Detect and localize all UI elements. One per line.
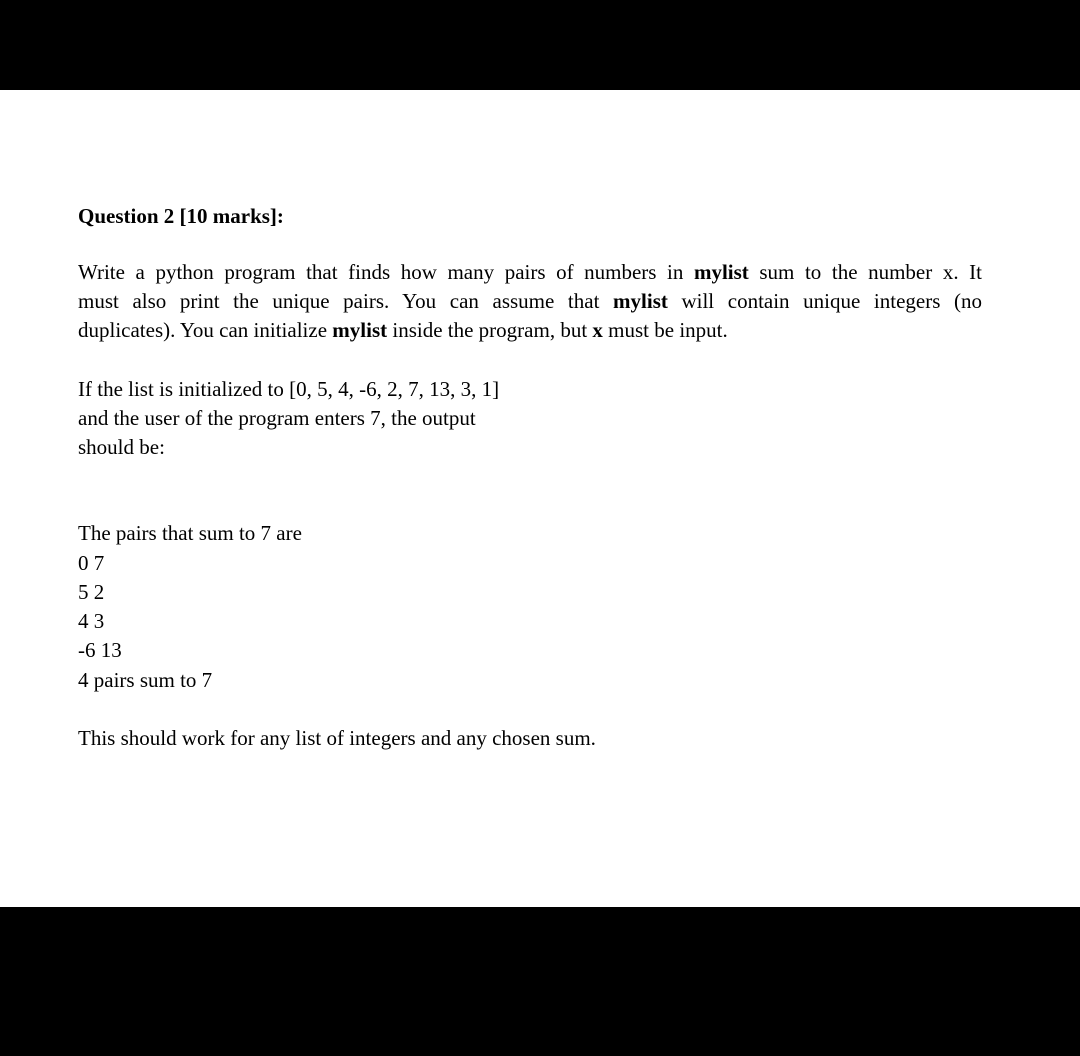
closing-sentence: This should work for any list of integers and any chosen sum. <box>78 726 596 750</box>
instructions-line-1: Write a python program that finds how many pairs of numbers in mylist sum to the number x. It <box>78 260 982 284</box>
example-line-2: and the user of the program enters 7, the output <box>78 406 476 430</box>
instructions-line-2: must also print the unique pairs. You can assume that mylist will contain unique integers (no <box>78 289 982 313</box>
question-heading: Question 2 [10 marks]: <box>78 204 284 228</box>
document-page <box>0 90 1080 907</box>
example-paragraph <box>78 375 982 462</box>
output-pair-4: -6 13 <box>78 638 122 662</box>
instructions-line-3: duplicates). You can initialize mylist inside the program, but x must be input. <box>78 318 728 342</box>
output-pair-2: 5 2 <box>78 580 105 604</box>
output-pair-1: 0 7 <box>78 551 105 575</box>
example-line-3: should be: <box>78 435 165 459</box>
output-summary: 4 pairs sum to 7 <box>78 668 213 692</box>
instructions-paragraph <box>78 258 982 345</box>
output-header: The pairs that sum to 7 are <box>78 521 302 545</box>
output-pair-3: 4 3 <box>78 609 105 633</box>
example-line-1: If the list is initialized to [0, 5, 4, -6, 2, 7, 13, 3, 1] <box>78 377 500 401</box>
